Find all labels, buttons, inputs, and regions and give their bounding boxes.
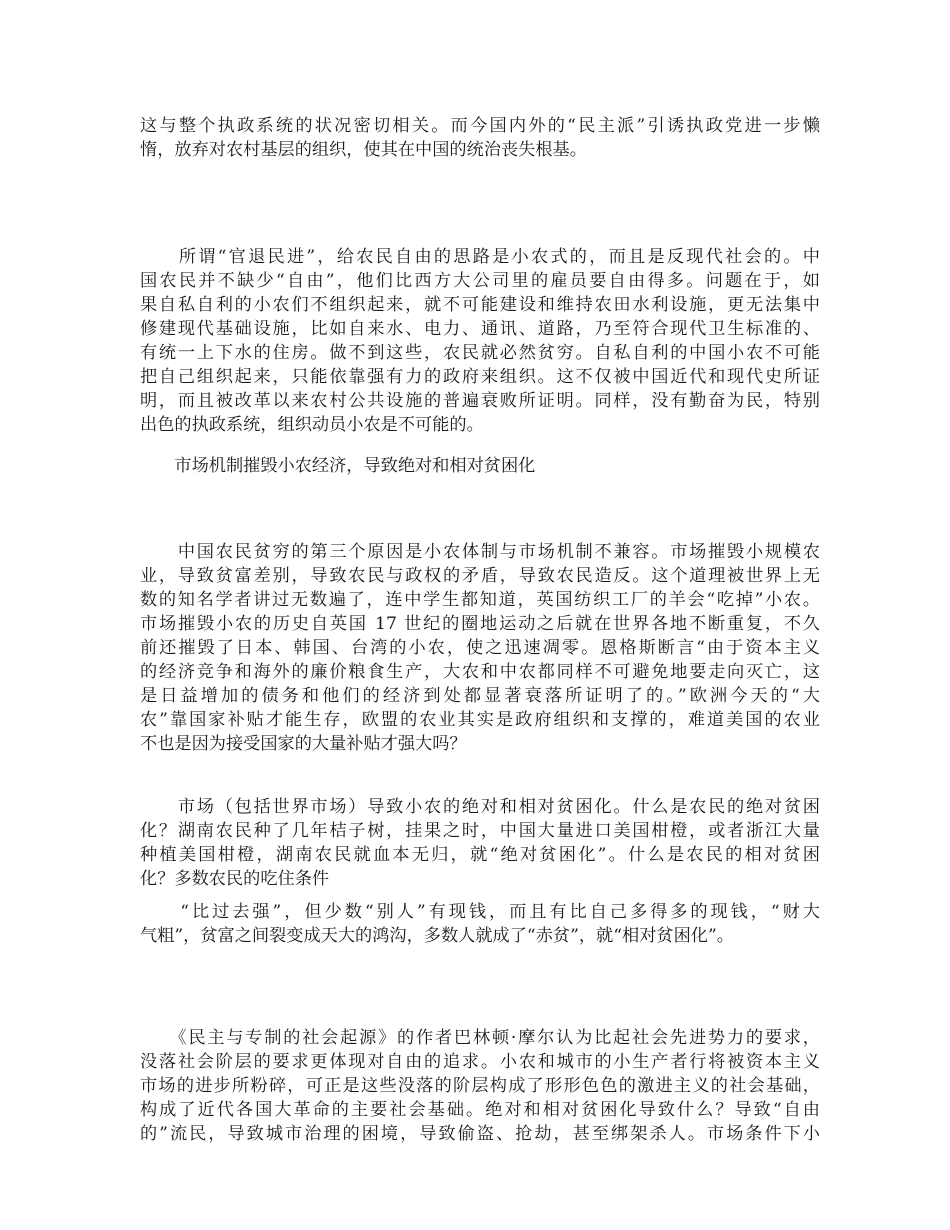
text-line: 《民主与专制的社会起源》的作者巴林顿·摩尔认为比起社会先进势力的要求， [140,1028,820,1048]
text-line: 化？多数农民的吃住条件 [140,869,330,889]
paragraph-5 [140,900,820,948]
text-line: 的经济竞争和海外的廉价粮食生产，大农和中农都同样不可避免地要走向灭亡，这 [140,662,820,682]
text-line: 数的知名学者讲过无数遍了，连中学生都知道，英国纺织工厂的羊会“吃掉”小农。 [140,590,820,610]
text-line: 把自己组织起来，只能依靠强有力的政府来组织。这不仅被中国近代和现代史所证 [140,367,820,387]
text-line: 气粗”，贫富之间裂变成天大的鸿沟，多数人就成了“赤贫”，就“相对贫困化”。 [140,926,734,946]
text-line: 明，而且被改革以来农村公共设施的普遍衰败所证明。同样，没有勤奋为民，特别 [140,391,820,411]
text-line: 种植美国柑橙，湖南农民就血本无归，就“绝对贫困化”。什么是农民的相对贫困 [140,845,820,865]
text-line: 出色的执政系统，组织动员小农是不可能的。 [140,415,484,435]
text-line: 的”流民，导致城市治理的困境，导致偷盗、抢劫，甚至绑架杀人。市场条件下小 [140,1124,820,1144]
text-line: 构成了近代各国大革命的主要社会基础。绝对和相对贫困化导致什么？导致“自由 [140,1100,820,1120]
text-line: 市场的进步所粉碎，可正是这些没落的阶层构成了形形色色的激进主义的社会基础， [140,1076,820,1096]
text-line: “比过去强”，但少数“别人”有现钱，而且有比自己多得多的现钱，“财大 [140,902,820,922]
text-line: 化？湖南农民种了几年桔子树，挂果之时，中国大量进口美国柑橙，或者浙江大量 [140,821,820,841]
text-line: 这与整个执政系统的状况密切相关。而今国内外的“民主派”引诱执政党进一步懒 [140,116,820,136]
text-line: 业，导致贫富差别，导致农民与政权的矛盾，导致农民造反。这个道理被世界上无 [140,566,820,586]
text-line: 果自私自利的小农们不组织起来，就不可能建设和维持农田水利设施，更无法集中 [140,295,820,315]
text-line: 没落社会阶层的要求更体现对自由的追求。小农和城市的小生产者行将被资本主义 [140,1052,820,1072]
section-heading-text: 市场机制摧毁小农经济，导致绝对和相对贫困化 [140,456,536,476]
text-line: 不也是因为接受国家的大量补贴才强大吗？ [140,734,467,754]
text-line: 农”靠国家补贴才能生存，欧盟的农业其实是政府组织和支撑的，难道美国的农业 [140,710,820,730]
paragraph-2 [140,245,820,437]
paragraph-4 [140,795,820,891]
section-heading [140,454,820,478]
text-line: 惰，放弃对农村基层的组织，使其在中国的统治丧失根基。 [140,140,587,160]
text-line: 前还摧毁了日本、韩国、台湾的小农，使之迅速凋零。恩格斯断言“由于资本主义 [140,638,820,658]
text-line: 国农民并不缺少“自由”，他们比西方大公司里的雇员要自由得多。问题在于，如 [140,271,820,291]
text-line: 修建现代基础设施，比如自来水、电力、通讯、道路，乃至符合现代卫生标准的、 [140,319,820,339]
text-line: 中国农民贫穷的第三个原因是小农体制与市场机制不兼容。市场摧毁小规模农 [140,542,820,562]
text-line: 市场（包括世界市场）导致小农的绝对和相对贫困化。什么是农民的绝对贫困 [140,797,820,817]
text-line: 所谓“官退民进”，给农民自由的思路是小农式的，而且是反现代社会的。中 [140,247,820,267]
text-line: 是日益增加的债务和他们的经济到处都显著衰落所证明了的。”欧洲今天的“大 [140,686,820,706]
paragraph-1 [140,114,820,162]
paragraph-6 [140,1026,820,1146]
text-line: 有统一上下水的住房。做不到这些，农民就必然贫穷。自私自利的中国小农不可能 [140,343,820,363]
paragraph-3 [140,540,820,756]
text-line: 市场摧毁小农的历史自英国 17 世纪的圈地运动之后就在世界各地不断重复，不久 [140,614,820,634]
